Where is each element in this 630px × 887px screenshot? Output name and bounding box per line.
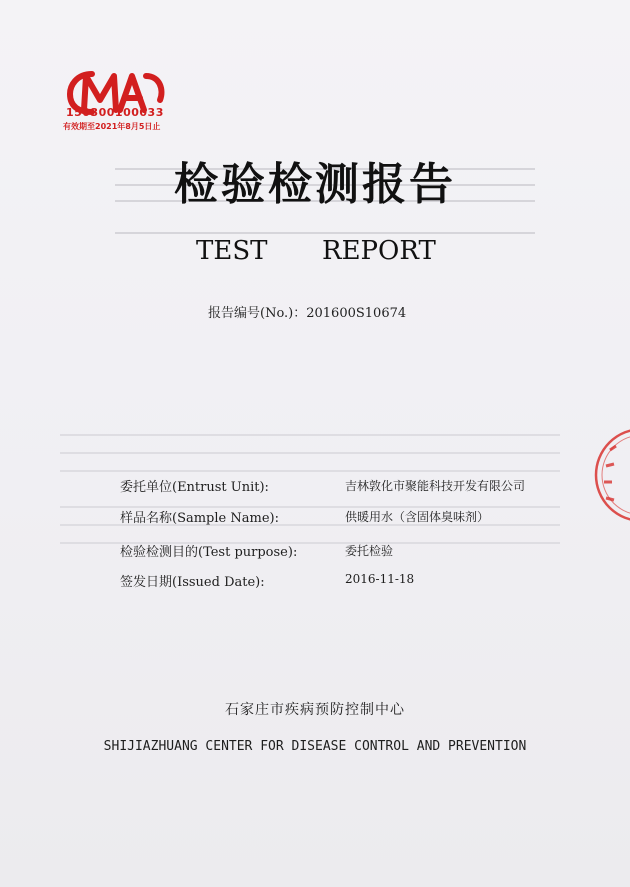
issued-date-label: 签发日期(Issued Date): — [120, 575, 265, 590]
cma-code: 150300100033 — [66, 106, 164, 119]
bleed-through-line — [60, 434, 560, 436]
entrust-unit-label: 委托单位(Entrust Unit): — [120, 480, 269, 495]
report-title-en-report: REPORT — [322, 236, 436, 266]
test-purpose-value: 委托检验 — [345, 544, 394, 558]
report-number: 报告编号(No.)：201600S10674 — [208, 306, 407, 321]
bleed-through-line — [60, 470, 560, 472]
bleed-through-line — [60, 452, 560, 454]
sample-name-value: 供暖用水（含固体臭味剂） — [345, 510, 490, 524]
test-purpose-label: 检验检测目的(Test purpose): — [120, 545, 298, 560]
report-title-cn: 检验检测报告 — [174, 159, 456, 210]
cma-validity: 有效期至2021年8月5日止 — [63, 122, 161, 131]
report-title-en-test: TEST — [196, 236, 268, 266]
issuer-name-cn: 石家庄市疾病预防控制中心 — [225, 702, 405, 718]
entrust-unit-value: 吉林敦化市聚能科技开发有限公司 — [345, 479, 526, 493]
official-seal-stamp — [582, 420, 630, 530]
bleed-through-line — [115, 232, 535, 234]
sample-name-label: 样品名称(Sample Name): — [120, 511, 279, 526]
issuer-name-en: SHIJIAZHUANG CENTER FOR DISEASE CONTROL AND PREVENTION — [103, 739, 527, 754]
issued-date-value: 2016-11-18 — [345, 572, 415, 586]
